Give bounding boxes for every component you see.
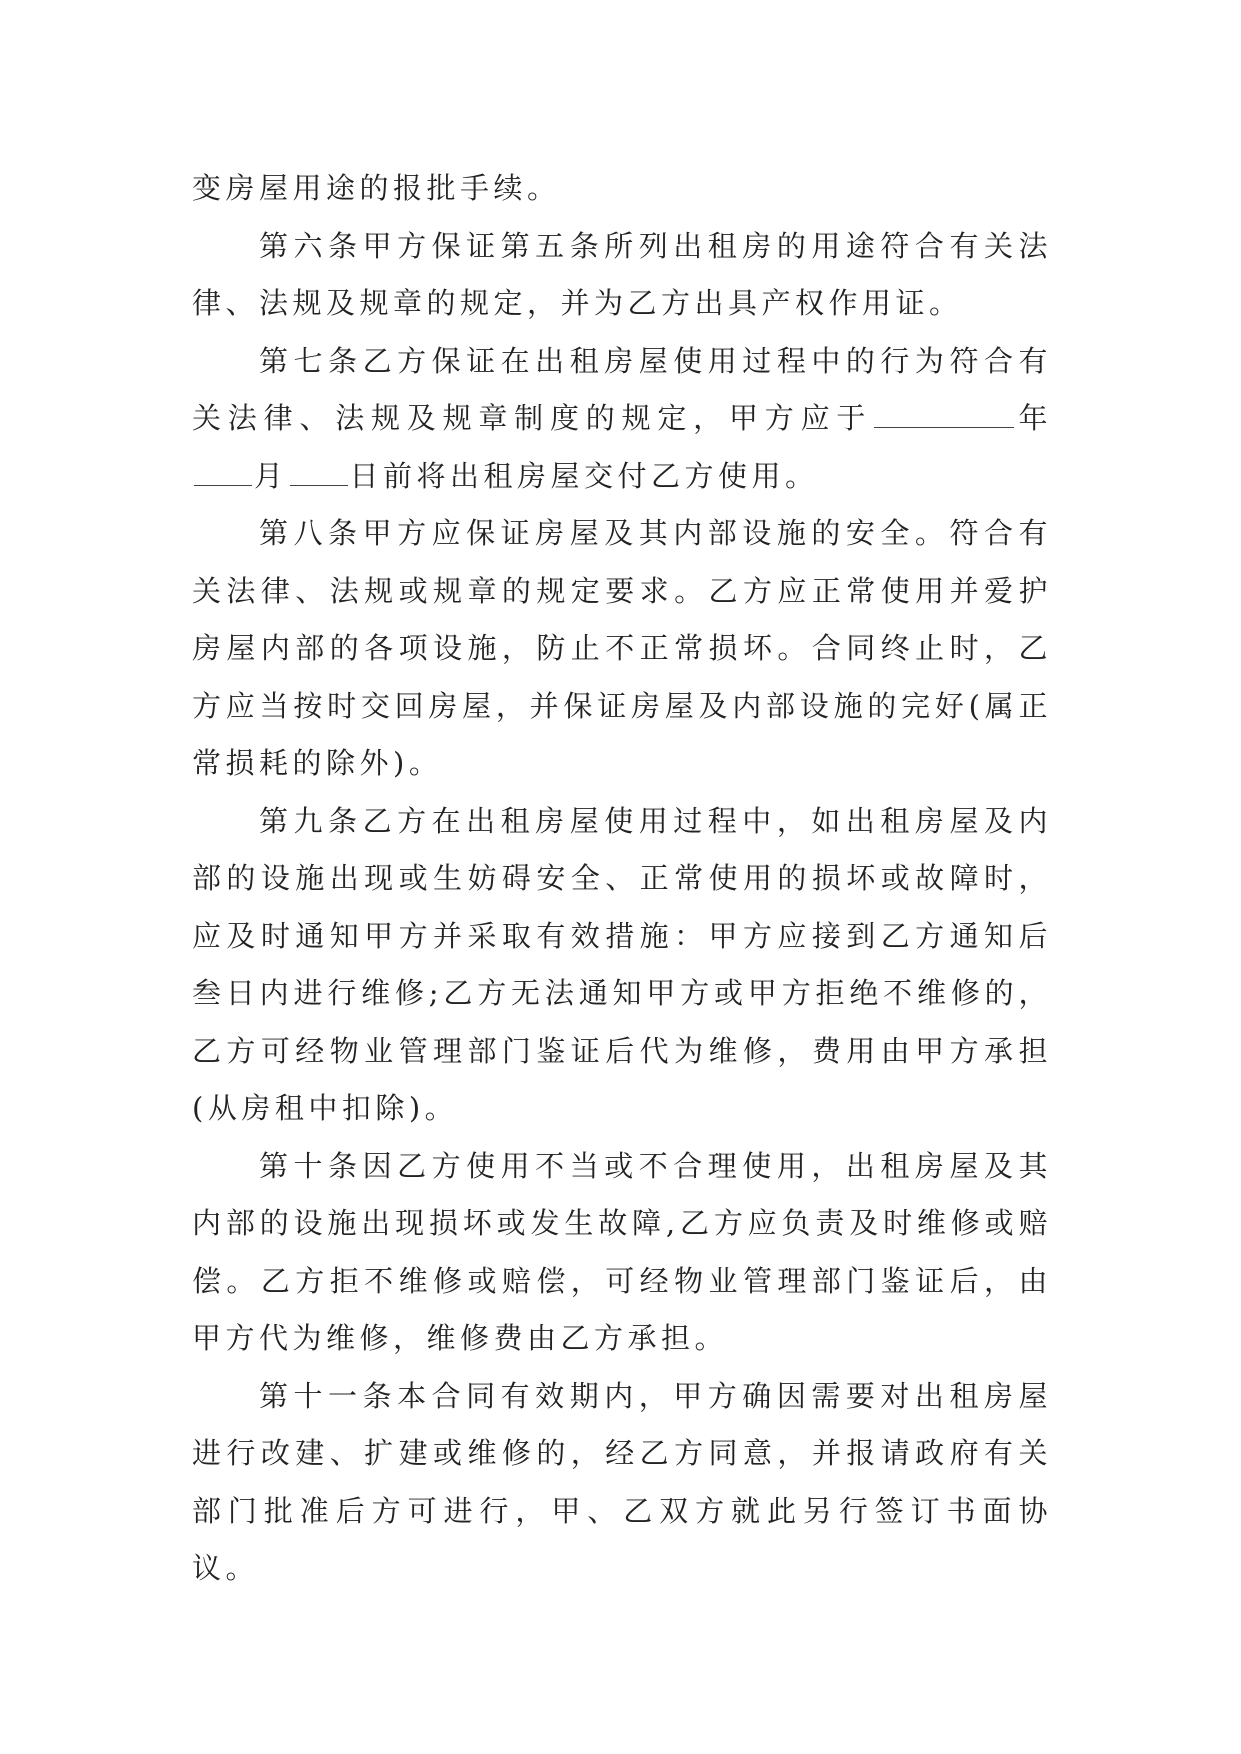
article-9-paragraph: 第九条乙方在出租房屋使用过程中，如出租房屋及内部的设施出现或生妨碍安全、正常使用的损坏或故障时，应及时通知甲方并采取有效措施：甲方应接到乙方通知后叁日内进行维修;乙方无法通知甲方或甲方拒绝不维修的，乙方可经物业管理部门鉴证后代为维修，费用由甲方承担(从房租中扣除)。	[192, 803, 1052, 1125]
document-body	[192, 160, 1052, 1598]
article-8-paragraph: 第八条甲方应保证房屋及其内部设施的安全。符合有关法律、法规或规章的规定要求。乙方应正常使用并爱护房屋内部的各项设施，防止不正常损坏。合同终止时，乙方应当按时交回房屋，并保证房屋及内部设施的完好(属正常损耗的除外)。	[192, 516, 1052, 780]
blank-month-field	[194, 455, 252, 486]
article-7-month-label: 月	[254, 458, 288, 493]
article-7-text-part1: 第七条乙方保证在出租房屋使用过程中的行为符合有关法律、法规及规章制度的规定，甲方应于	[192, 343, 1052, 435]
blank-day-field	[290, 455, 348, 486]
article-11-paragraph: 第十一条本合同有效期内，甲方确因需要对出租房屋进行改建、扩建或维修的，经乙方同意，并报请政府有关部门批准后方可进行，甲、乙双方就此另行签订书面协议。	[192, 1378, 1052, 1585]
article-6-paragraph: 第六条甲方保证第五条所列出租房的用途符合有关法律、法规及规章的规定，并为乙方出具产权作用证。	[192, 228, 1052, 320]
article-7-year-label: 年	[1016, 401, 1052, 435]
article-7-text-part2: 日前将出租房屋交付乙方使用。	[349, 458, 819, 493]
article-7-paragraph	[192, 333, 1052, 506]
blank-year-field	[874, 397, 1014, 428]
paragraph-continuation: 变房屋用途的报批手续。	[192, 171, 561, 205]
article-10-paragraph: 第十条因乙方使用不当或不合理使用，出租房屋及其内部的设施出现损坏或发生故障,乙方应负责及时维修或赔偿。乙方拒不维修或赔偿，可经物业管理部门鉴证后，由甲方代为维修，维修费由乙方承担。	[192, 1148, 1052, 1355]
